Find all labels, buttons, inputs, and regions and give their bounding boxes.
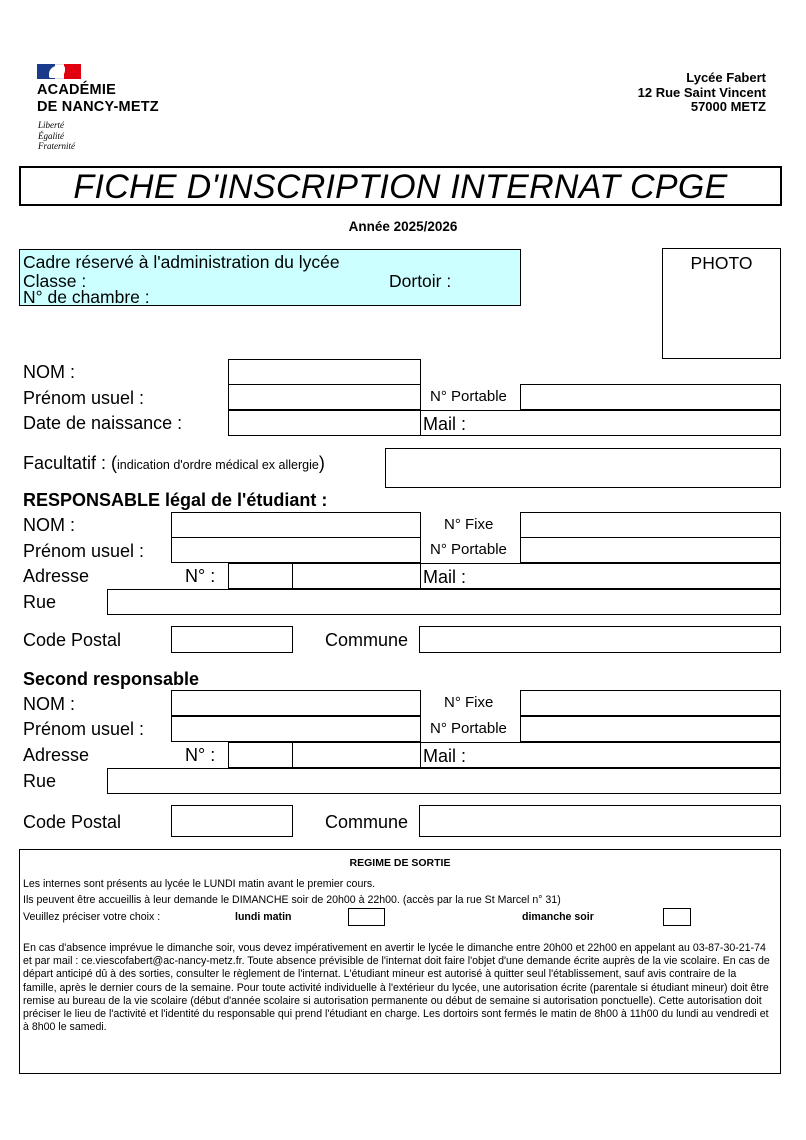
second-rue-label: Rue	[23, 771, 57, 791]
admin-reserved-box	[19, 249, 521, 306]
responsable-heading: RESPONSABLE légal de l'étudiant :	[23, 490, 328, 510]
academie-line2: DE NANCY-METZ	[37, 99, 159, 115]
regime-choice-label: Veuillez préciser votre choix :	[23, 911, 161, 923]
second-numero-ext-field[interactable]	[292, 742, 421, 768]
photo-label: PHOTO	[690, 253, 753, 273]
second-numero-label: N° :	[185, 745, 216, 765]
resp-numero-label: N° :	[185, 566, 216, 586]
second-nom-label: NOM :	[23, 694, 75, 714]
second-rue-field[interactable]	[107, 768, 781, 794]
resp-fixe-label: N° Fixe	[444, 516, 494, 533]
second-numero-field[interactable]	[228, 742, 293, 768]
form-title-box	[19, 166, 782, 206]
second-portable-field[interactable]	[520, 716, 781, 742]
school-name: Lycée Fabert	[686, 70, 766, 85]
motto-fraternite: Fraternité	[38, 141, 75, 151]
facultatif-note: indication d'ordre médical ex allergie	[117, 458, 319, 472]
second-prenom-label: Prénom usuel :	[23, 719, 145, 739]
school-street: 12 Rue Saint Vincent	[637, 84, 766, 100]
motto-liberte: Liberté	[38, 120, 64, 130]
regime-line2: Ils peuvent être accueillis à leur demande le DIMANCHE soir de 20h00 à 22h00. (accès par la rue St Marcel n° 31)	[23, 894, 561, 906]
second-cp-field[interactable]	[171, 805, 293, 837]
student-portable-label: N° Portable	[430, 388, 507, 405]
regime-sortie-box	[19, 849, 781, 1074]
resp-numero-field[interactable]	[228, 563, 293, 589]
second-adresse-label: Adresse	[23, 745, 90, 765]
republic-motto	[38, 120, 75, 152]
admin-classe-label: Classe :	[23, 271, 87, 291]
resp-fixe-field[interactable]	[520, 512, 781, 538]
resp-mail-label: Mail :	[423, 567, 467, 587]
resp-prenom-field[interactable]	[171, 537, 421, 563]
student-nom-label: NOM :	[23, 362, 75, 382]
academie-line1: ACADÉMIE	[37, 82, 116, 98]
second-cp-label: Code Postal	[23, 812, 122, 832]
resp-nom-field[interactable]	[171, 512, 421, 538]
marianne-flag-icon	[37, 64, 81, 79]
resp-commune-label: Commune	[325, 630, 409, 650]
regime-line1: Les internes sont présents au lycée le LUNDI matin avant le premier cours.	[23, 878, 376, 890]
facultatif-label	[23, 453, 325, 475]
resp-rue-label: Rue	[23, 592, 57, 612]
second-mail-label: Mail :	[423, 746, 467, 766]
second-commune-field[interactable]	[419, 805, 781, 837]
resp-adresse-label: Adresse	[23, 566, 90, 586]
resp-cp-label: Code Postal	[23, 630, 122, 650]
second-fixe-label: N° Fixe	[444, 694, 494, 711]
student-prenom-label: Prénom usuel :	[23, 388, 145, 408]
student-nom-field[interactable]	[228, 359, 421, 385]
second-commune-label: Commune	[325, 812, 409, 832]
form-title: FICHE D'INSCRIPTION INTERNAT CPGE	[73, 168, 728, 206]
admin-chambre-label: N° de chambre :	[23, 287, 150, 307]
school-city: 57000 METZ	[690, 99, 766, 114]
second-heading: Second responsable	[23, 669, 200, 689]
resp-mail-field[interactable]	[420, 563, 781, 589]
regime-paragraph: En cas d'absence imprévue le dimanche soir, vous devez impérativement en avertir le lycée le dimanche entre 20h00 et 22h00 en appelant au 03-87-30-21-74 et par mail : ce.viescofabert@ac-nancy-metz.fr. Toute absence prévisible de l'internat doit faire l'objet d'une demande écrite auprès de la vie scolaire. En cas de départ anticipé dû à des sorties, consulter le règlement de l'internat. L'étudiant mineur est autorisé à quitter seul l'établissement, sauf avis contraire de la famille, après le dernier cours de la semaine. Pour toute activité individuelle à l'extérieur du lycée, une autorisation écrite (parentale si étudiant mineur) doit être remise au bureau de la vie scolaire (début d'année scolaire si autorisation permanente ou début de semaine si autorisation ponctuelle). Cette autorisation doit préciser le lieu de l'activité et l'identité du responsable qui prend l'étudiant en charge. Les dortoirs sont fermés le matin de 8h00 à 11h00 du lundi au vendredi et à 8h00 le samedi.	[23, 942, 770, 1034]
student-naissance-field[interactable]	[228, 410, 421, 436]
resp-nom-label: NOM :	[23, 515, 75, 535]
resp-commune-field[interactable]	[419, 626, 781, 653]
school-address	[638, 71, 766, 115]
resp-prenom-label: Prénom usuel :	[23, 541, 145, 561]
resp-rue-field[interactable]	[107, 589, 781, 615]
second-portable-label: N° Portable	[430, 720, 507, 737]
dimanche-soir-checkbox[interactable]	[663, 908, 691, 926]
student-prenom-field[interactable]	[228, 384, 421, 410]
student-mail-field[interactable]	[420, 410, 781, 436]
second-prenom-field[interactable]	[171, 716, 421, 742]
resp-portable-label: N° Portable	[430, 541, 507, 558]
regime-title: REGIME DE SORTIE	[349, 857, 451, 869]
facultatif-field[interactable]	[385, 448, 781, 488]
motto-egalite: Égalité	[38, 130, 64, 141]
admin-header: Cadre réservé à l'administration du lycée	[23, 252, 340, 272]
resp-portable-field[interactable]	[520, 537, 781, 563]
facultatif-paren: )	[318, 453, 325, 473]
facultatif-text: Facultatif : (	[23, 453, 118, 473]
student-mail-label: Mail :	[423, 414, 467, 434]
photo-box[interactable]	[662, 248, 781, 359]
school-year: Année 2025/2026	[348, 219, 458, 234]
admin-dortoir-label: Dortoir :	[389, 271, 452, 291]
second-mail-field[interactable]	[420, 742, 781, 768]
second-nom-field[interactable]	[171, 690, 421, 716]
resp-numero-ext-field[interactable]	[292, 563, 421, 589]
student-portable-field[interactable]	[520, 384, 781, 410]
student-naissance-label: Date de naissance :	[23, 413, 183, 433]
regime-opt1-label: lundi matin	[235, 911, 292, 923]
resp-cp-field[interactable]	[171, 626, 293, 653]
regime-opt2-label: dimanche soir	[522, 911, 594, 923]
academie-logo-text	[37, 82, 159, 116]
second-fixe-field[interactable]	[520, 690, 781, 716]
lundi-matin-checkbox[interactable]	[348, 908, 385, 926]
